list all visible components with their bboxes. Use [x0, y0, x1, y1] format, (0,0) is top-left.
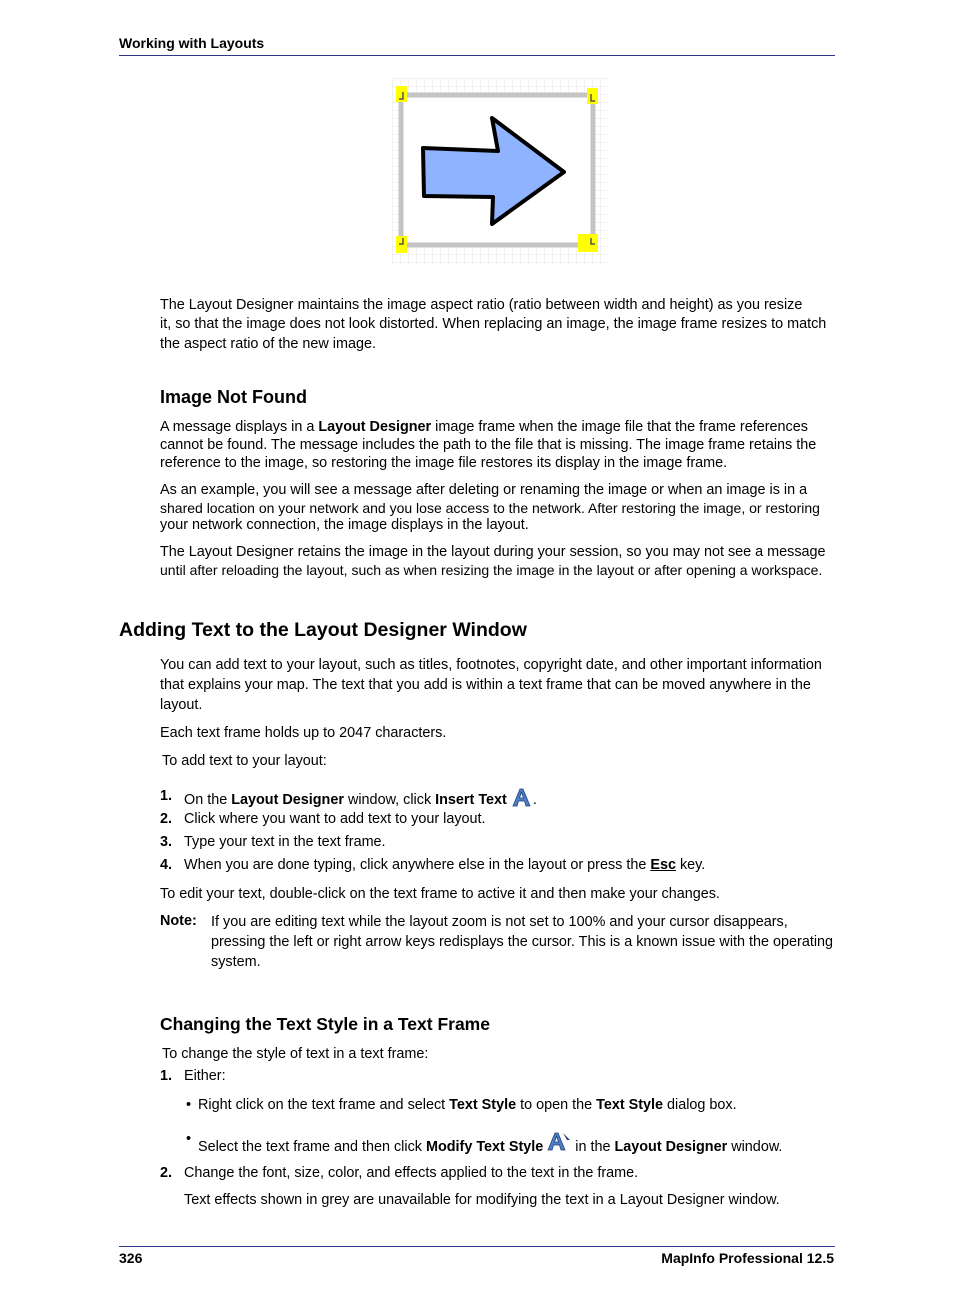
- image-frame-figure: [392, 78, 608, 264]
- add-p1-line-2: that explains your map. The text that you add is within a text frame that can be moved anywhere in the: [160, 677, 811, 693]
- inf-p1-line-1: A message displays in a Layout Designer image frame when the image file that the frame references: [160, 419, 808, 435]
- step-4-text: When you are done typing, click anywhere else in the layout or press the Esc key.: [184, 857, 706, 873]
- header-rule: [119, 55, 835, 56]
- add-p1-line-1: You can add text to your layout, such as titles, footnotes, copyright date, and other important information: [160, 657, 822, 673]
- step-3-text: Type your text in the text frame.: [184, 834, 386, 850]
- bullet-marker: •: [186, 1097, 192, 1113]
- step-number: 2.: [160, 1165, 173, 1181]
- heading-image-not-found: Image Not Found: [160, 387, 307, 407]
- intro-line-3: the aspect ratio of the new image.: [160, 336, 376, 352]
- note-line-2: pressing the left or right arrow keys redisplays the cursor. This is a known issue with the operating: [211, 934, 834, 950]
- intro-line-1: The Layout Designer maintains the image aspect ratio (ratio between width and height) as you resize: [160, 297, 803, 313]
- inf-p2-line-1: As an example, you will see a message after deleting or renaming the image or when an image is in a: [160, 482, 808, 498]
- add-p1-line-3: layout.: [160, 697, 203, 713]
- step-number: 1.: [160, 788, 173, 804]
- bullet-1-text: Right click on the text frame and select Text Style to open the Text Style dialog box.: [198, 1097, 737, 1113]
- note-label: Note:: [160, 913, 197, 929]
- heading-changing-style: Changing the Text Style in a Text Frame: [160, 1014, 490, 1034]
- add-p4: To edit your text, double-click on the text frame to active it and then make your changes.: [160, 886, 720, 902]
- change-step-2-text: Change the font, size, color, and effects applied to the text in the frame.: [184, 1165, 639, 1181]
- insert-text-icon: [511, 788, 533, 808]
- add-p3: To add text to your layout:: [162, 753, 327, 769]
- inf-p1-line-3: reference to the image, so restoring the image file restores its display in the image frame.: [160, 455, 728, 471]
- resize-handle-bottom-right[interactable]: [578, 234, 598, 252]
- inf-p3-line-1: The Layout Designer retains the image in the layout during your session, so you may not see a message: [160, 544, 826, 560]
- heading-adding-text: Adding Text to the Layout Designer Window: [119, 619, 527, 641]
- step-number: 1.: [160, 1068, 173, 1084]
- product-name: MapInfo Professional 12.5: [661, 1250, 834, 1266]
- step-number: 2.: [160, 811, 173, 827]
- bullet-marker: •: [186, 1131, 192, 1147]
- change-step-2-subtext: Text effects shown in grey are unavailable for modifying the text in a Layout Designer window.: [184, 1192, 780, 1208]
- running-header: Working with Layouts: [119, 35, 265, 51]
- step-2-text: Click where you want to add text to your layout.: [184, 811, 486, 827]
- step-1-text: On the Layout Designer window, click Insert Text .: [184, 788, 537, 808]
- note-line-1: If you are editing text while the layout zoom is not set to 100% and your cursor disappears,: [211, 914, 788, 930]
- change-step-1-text: Either:: [184, 1068, 226, 1084]
- inf-p3-line-2: until after reloading the layout, such as when resizing the image in the layout or after opening a workspace.: [160, 562, 823, 578]
- add-p2: Each text frame holds up to 2047 characters.: [160, 725, 447, 741]
- bullet-2-text: Select the text frame and then click Modify Text Style in the Layout Designer window.: [198, 1131, 782, 1155]
- step-number: 3.: [160, 834, 173, 850]
- inf-p1-line-2: cannot be found. The message includes the path to the file that is missing. The image frame retains the: [160, 437, 817, 453]
- step-number: 4.: [160, 857, 173, 873]
- modify-text-style-icon: [547, 1131, 571, 1153]
- inf-p2-line-2: shared location on your network and you lose access to the network. After restoring the image, or restoring: [160, 500, 820, 516]
- page-number: 326: [119, 1250, 143, 1266]
- change-intro: To change the style of text in a text frame:: [162, 1046, 429, 1062]
- esc-key: Esc: [650, 857, 676, 873]
- note-line-3: system.: [211, 954, 261, 970]
- intro-line-2: it, so that the image does not look distorted. When replacing an image, the image frame resizes to match: [160, 316, 827, 332]
- footer-rule: [119, 1246, 835, 1247]
- inf-p2-line-3: your network connection, the image displays in the layout.: [160, 517, 529, 533]
